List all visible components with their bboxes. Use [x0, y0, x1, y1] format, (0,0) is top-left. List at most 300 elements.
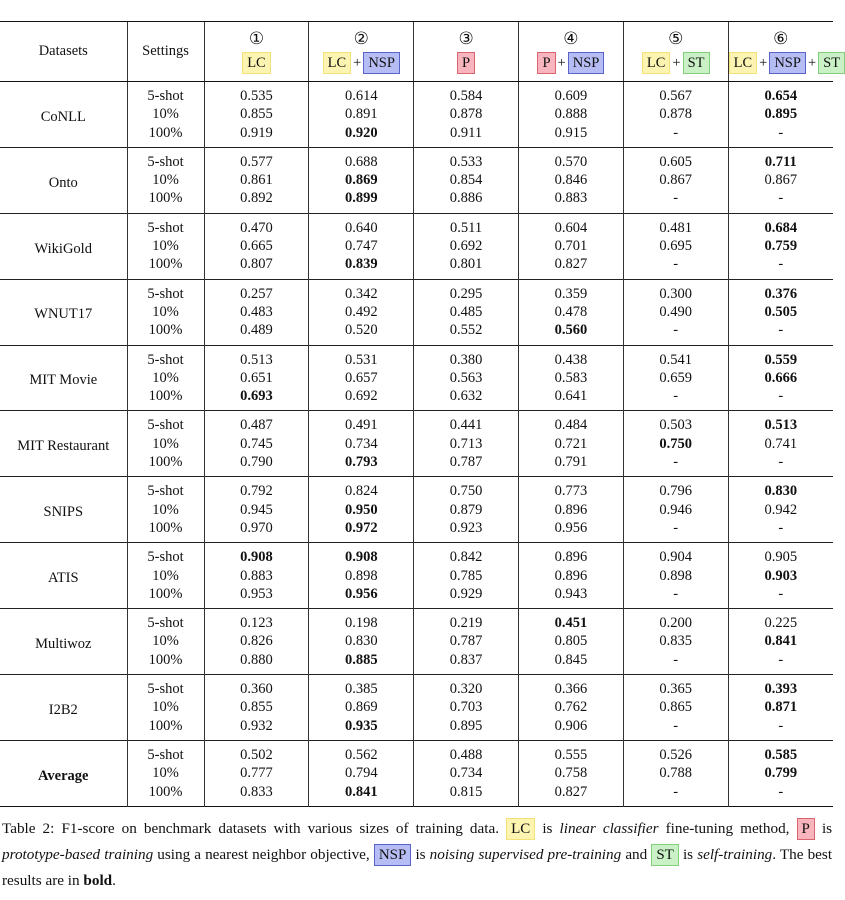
- plus-sign: +: [759, 54, 768, 71]
- best-score: 0.759: [764, 238, 798, 255]
- score-value: 0.567: [659, 88, 693, 104]
- score-cell: [414, 543, 519, 567]
- score-value: 0.295: [449, 285, 483, 302]
- score-cell: [728, 543, 833, 567]
- score-cell: [623, 237, 728, 255]
- best-score: 0.585: [764, 746, 798, 763]
- score-cell: [309, 501, 414, 519]
- score-cell: [204, 369, 309, 387]
- score-cell: [728, 124, 833, 148]
- score-value: 0.878: [659, 106, 693, 123]
- score-cell: [518, 632, 623, 650]
- plus-sign: +: [353, 54, 362, 71]
- dataset-group: [0, 740, 833, 806]
- setting-label: 100%: [127, 124, 204, 148]
- score-cell: [414, 783, 519, 807]
- score-value: 0.855: [240, 106, 273, 123]
- score-value: 0.570: [554, 153, 588, 170]
- best-score: 0.799: [764, 765, 798, 782]
- score-cell: [623, 369, 728, 387]
- dataset-group: [0, 609, 833, 675]
- score-cell: [204, 543, 309, 567]
- score-cell: [623, 675, 728, 699]
- method-number: ④: [563, 28, 579, 48]
- score-value: 0.880: [240, 651, 273, 668]
- setting-label: 5-shot: [127, 147, 204, 171]
- score-cell: [518, 345, 623, 369]
- score-cell: [309, 519, 414, 543]
- score-cell: [623, 321, 728, 345]
- score-cell: [204, 717, 309, 741]
- score-cell: [414, 740, 519, 764]
- score-cell: [414, 82, 519, 106]
- score-cell: [623, 519, 728, 543]
- score-value: 0.483: [240, 303, 273, 320]
- score-cell: [414, 698, 519, 716]
- score-cell: [309, 764, 414, 782]
- score-value: 0.886: [449, 190, 483, 207]
- score-cell: [518, 783, 623, 807]
- setting-label: 10%: [127, 567, 204, 585]
- score-value: 0.745: [240, 435, 273, 452]
- method-tag-nsp: NSP: [363, 52, 400, 74]
- score-value: 0.911: [450, 124, 483, 141]
- score-value: -: [673, 124, 679, 141]
- score-cell: [414, 675, 519, 699]
- score-cell: [414, 764, 519, 782]
- score-cell: [518, 411, 623, 435]
- dataset-name: ATIS: [47, 570, 79, 587]
- score-value: 0.605: [659, 153, 693, 170]
- score-cell: [204, 651, 309, 675]
- score-value: 0.792: [240, 483, 273, 500]
- score-value: 0.478: [554, 303, 588, 320]
- score-value: 0.790: [240, 454, 273, 471]
- score-cell: [623, 501, 728, 519]
- table-row: [0, 411, 833, 435]
- plus-sign: +: [672, 54, 681, 71]
- score-cell: [309, 435, 414, 453]
- best-score: 0.908: [240, 549, 273, 566]
- score-cell: [518, 764, 623, 782]
- caption-is: is: [821, 820, 833, 837]
- score-value: 0.665: [240, 238, 273, 255]
- setting-label: 10%: [127, 435, 204, 453]
- score-value: 0.741: [764, 435, 798, 452]
- method-tag-lc: LC: [642, 52, 671, 74]
- score-cell: [518, 82, 623, 106]
- plus-sign: +: [557, 54, 566, 71]
- score-value: 0.366: [554, 681, 588, 698]
- dataset-group: [0, 675, 833, 741]
- plus-sign: +: [807, 54, 817, 71]
- score-value: 0.932: [240, 717, 273, 734]
- score-value: 0.219: [449, 615, 483, 632]
- score-value: -: [778, 190, 784, 207]
- score-cell: [309, 543, 414, 567]
- score-value: 0.750: [449, 483, 483, 500]
- method-header-2: [309, 22, 414, 82]
- score-value: 0.563: [449, 369, 483, 386]
- best-score: 0.869: [344, 172, 378, 189]
- score-cell: [728, 189, 833, 213]
- method-header-1: [204, 22, 309, 82]
- score-value: 0.703: [449, 699, 483, 716]
- caption-is: is: [682, 846, 694, 863]
- score-value: 0.721: [554, 435, 588, 452]
- setting-label: 10%: [127, 632, 204, 650]
- score-value: 0.896: [554, 549, 588, 566]
- caption-nsp-definition: noising supervised pre-training: [429, 846, 622, 863]
- best-score: 0.559: [764, 351, 798, 368]
- score-cell: [414, 321, 519, 345]
- caption-text-4: . The best results are in: [2, 846, 833, 889]
- score-value: 0.520: [344, 322, 378, 339]
- score-cell: [518, 369, 623, 387]
- score-value: 0.929: [449, 585, 483, 602]
- score-value: 0.970: [240, 519, 273, 536]
- score-value: 0.577: [240, 153, 273, 170]
- setting-label: 100%: [127, 519, 204, 543]
- score-value: 0.896: [554, 501, 588, 518]
- score-cell: [204, 105, 309, 123]
- score-cell: [309, 567, 414, 585]
- setting-label: 10%: [127, 764, 204, 782]
- score-value: -: [778, 519, 784, 536]
- score-value: 0.651: [240, 369, 273, 386]
- score-value: 0.657: [344, 369, 378, 386]
- score-cell: [518, 237, 623, 255]
- score-value: 0.787: [449, 633, 483, 650]
- score-cell: [309, 387, 414, 411]
- table-row: [0, 740, 833, 764]
- setting-label: 10%: [127, 171, 204, 189]
- score-cell: [728, 387, 833, 411]
- best-score: 0.841: [344, 783, 378, 800]
- caption-lc-tag: LC: [506, 818, 535, 840]
- score-value: 0.826: [240, 633, 273, 650]
- score-value: 0.526: [659, 746, 693, 763]
- score-value: 0.713: [449, 435, 483, 452]
- score-value: -: [673, 651, 679, 668]
- score-cell: [414, 651, 519, 675]
- setting-label: 5-shot: [127, 82, 204, 106]
- score-cell: [309, 717, 414, 741]
- score-cell: [204, 279, 309, 303]
- score-cell: [414, 279, 519, 303]
- caption-label: Table 2:: [2, 820, 55, 837]
- score-cell: [204, 632, 309, 650]
- score-value: 0.915: [554, 124, 588, 141]
- best-score: 0.793: [344, 454, 378, 471]
- best-score: 0.376: [764, 285, 798, 302]
- score-value: 0.855: [240, 699, 273, 716]
- score-cell: [414, 345, 519, 369]
- setting-label: 5-shot: [127, 543, 204, 567]
- score-cell: [623, 105, 728, 123]
- score-cell: [414, 519, 519, 543]
- score-cell: [204, 213, 309, 237]
- score-cell: [414, 171, 519, 189]
- best-score: 0.684: [764, 219, 798, 236]
- score-value: 0.785: [449, 567, 483, 584]
- method-number: ③: [458, 28, 474, 48]
- score-cell: [204, 124, 309, 148]
- score-value: 0.846: [554, 172, 588, 189]
- score-value: 0.946: [659, 501, 693, 518]
- best-score: 0.895: [764, 106, 798, 123]
- score-cell: [623, 717, 728, 741]
- score-value: 0.919: [240, 124, 273, 141]
- setting-label: 10%: [127, 105, 204, 123]
- setting-label: 100%: [127, 651, 204, 675]
- dataset-group: [0, 147, 833, 213]
- score-value: 0.777: [240, 765, 273, 782]
- table-row: [0, 345, 833, 369]
- table-row: [0, 543, 833, 567]
- score-cell: [414, 303, 519, 321]
- best-score: 0.972: [344, 519, 378, 536]
- score-cell: [728, 279, 833, 303]
- score-cell: [309, 369, 414, 387]
- best-score: 0.505: [764, 303, 798, 320]
- score-value: -: [778, 256, 784, 273]
- caption-is: is: [415, 846, 426, 863]
- score-cell: [623, 609, 728, 633]
- score-cell: [414, 237, 519, 255]
- score-cell: [518, 105, 623, 123]
- caption-and: and: [625, 846, 648, 863]
- score-cell: [309, 698, 414, 716]
- setting-label: 5-shot: [127, 740, 204, 764]
- score-value: 0.815: [449, 783, 483, 800]
- score-cell: [518, 543, 623, 567]
- best-score: 0.956: [344, 585, 378, 602]
- score-value: 0.342: [344, 285, 378, 302]
- setting-label: 5-shot: [127, 609, 204, 633]
- score-value: -: [778, 651, 784, 668]
- score-value: 0.489: [240, 322, 273, 339]
- score-value: 0.943: [554, 585, 588, 602]
- best-score: 0.899: [344, 190, 378, 207]
- method-header-4: [518, 22, 623, 82]
- score-cell: [204, 387, 309, 411]
- table-row: [0, 82, 833, 106]
- score-cell: [414, 147, 519, 171]
- caption-is: is: [542, 820, 553, 837]
- score-cell: [414, 411, 519, 435]
- setting-label: 10%: [127, 237, 204, 255]
- score-value: 0.905: [764, 549, 798, 566]
- score-cell: [414, 632, 519, 650]
- score-value: 0.692: [449, 238, 483, 255]
- score-value: 0.632: [449, 388, 483, 405]
- method-tag-lc: LC: [242, 52, 271, 74]
- score-value: 0.879: [449, 501, 483, 518]
- method-tags: [323, 55, 400, 71]
- score-cell: [414, 585, 519, 609]
- dataset-name: CoNLL: [40, 108, 86, 125]
- dataset-group: [0, 345, 833, 411]
- best-score: 0.841: [764, 633, 798, 650]
- score-value: 0.898: [659, 567, 693, 584]
- best-score: 0.654: [764, 88, 798, 104]
- score-value: 0.898: [344, 567, 378, 584]
- score-value: 0.807: [240, 256, 273, 273]
- score-value: 0.758: [554, 765, 588, 782]
- score-cell: [518, 321, 623, 345]
- score-value: 0.470: [240, 219, 273, 236]
- score-value: 0.805: [554, 633, 588, 650]
- score-value: -: [673, 322, 679, 339]
- score-cell: [204, 567, 309, 585]
- table-row: [0, 675, 833, 699]
- table-row: [0, 477, 833, 501]
- score-cell: [518, 213, 623, 237]
- score-value: 0.888: [554, 106, 588, 123]
- score-value: 0.861: [240, 172, 273, 189]
- score-value: 0.833: [240, 783, 273, 800]
- score-cell: [728, 698, 833, 716]
- score-cell: [728, 567, 833, 585]
- score-cell: [623, 453, 728, 477]
- setting-label: 10%: [127, 369, 204, 387]
- score-cell: [728, 105, 833, 123]
- best-score: 0.711: [764, 153, 797, 170]
- score-cell: [204, 519, 309, 543]
- setting-label: 5-shot: [127, 213, 204, 237]
- score-value: 0.225: [764, 615, 798, 632]
- score-value: 0.502: [240, 746, 273, 763]
- score-value: 0.835: [659, 633, 693, 650]
- score-value: 0.584: [449, 88, 483, 104]
- method-tag-p: P: [457, 52, 475, 74]
- method-tag-nsp: NSP: [568, 52, 605, 74]
- dataset-name: Multiwoz: [35, 635, 92, 652]
- score-cell: [623, 477, 728, 501]
- score-cell: [309, 189, 414, 213]
- datasets-header: Datasets: [0, 22, 127, 82]
- score-cell: [518, 740, 623, 764]
- score-value: 0.481: [659, 219, 693, 236]
- score-value: 0.485: [449, 303, 483, 320]
- score-cell: [728, 171, 833, 189]
- score-value: 0.535: [240, 88, 273, 104]
- caption-p-definition: prototype-based training: [2, 846, 154, 863]
- score-value: 0.380: [449, 351, 483, 368]
- score-cell: [623, 764, 728, 782]
- score-cell: [204, 255, 309, 279]
- score-cell: [728, 651, 833, 675]
- method-tag-lc: LC: [323, 52, 352, 74]
- table-header: [0, 22, 841, 82]
- table-caption: [2, 816, 832, 894]
- score-value: 0.552: [449, 322, 483, 339]
- method-tags: [537, 55, 604, 71]
- score-value: -: [673, 783, 679, 800]
- score-cell: [623, 435, 728, 453]
- score-cell: [623, 345, 728, 369]
- method-tag-p: P: [537, 52, 555, 74]
- setting-label: 100%: [127, 189, 204, 213]
- caption-bold-word: bold: [83, 872, 113, 889]
- score-cell: [204, 345, 309, 369]
- score-cell: [414, 717, 519, 741]
- dataset-name: Average: [38, 767, 89, 784]
- score-cell: [623, 411, 728, 435]
- method-tags: [729, 55, 845, 71]
- dataset-group: [0, 279, 833, 345]
- score-value: 0.492: [344, 303, 378, 320]
- caption-end: .: [112, 872, 116, 889]
- best-score: 0.666: [764, 369, 798, 386]
- score-cell: [204, 82, 309, 106]
- score-value: 0.487: [240, 417, 273, 434]
- setting-label: 100%: [127, 717, 204, 741]
- score-value: 0.198: [344, 615, 378, 632]
- best-score: 0.950: [344, 501, 378, 518]
- score-value: -: [673, 585, 679, 602]
- score-value: 0.734: [449, 765, 483, 782]
- score-cell: [623, 740, 728, 764]
- setting-label: 100%: [127, 783, 204, 807]
- score-value: 0.438: [554, 351, 588, 368]
- score-cell: [728, 740, 833, 764]
- dataset-name: SNIPS: [43, 504, 84, 521]
- best-score: 0.393: [764, 681, 798, 698]
- dataset-name: MIT Restaurant: [17, 438, 110, 455]
- score-value: 0.365: [659, 681, 693, 698]
- method-number: ⑥: [773, 28, 789, 48]
- score-cell: [414, 477, 519, 501]
- score-cell: [204, 585, 309, 609]
- score-cell: [518, 435, 623, 453]
- score-value: 0.896: [554, 567, 588, 584]
- best-score: 0.885: [344, 651, 378, 668]
- score-value: 0.762: [554, 699, 588, 716]
- dataset-name: WikiGold: [34, 240, 92, 257]
- score-value: 0.837: [449, 651, 483, 668]
- caption-st-definition: self-training: [697, 846, 773, 863]
- best-score: 0.513: [764, 417, 798, 434]
- score-cell: [623, 567, 728, 585]
- score-value: 0.701: [554, 238, 588, 255]
- score-value: 0.692: [344, 388, 378, 405]
- score-cell: [518, 501, 623, 519]
- score-cell: [623, 279, 728, 303]
- score-value: 0.320: [449, 681, 483, 698]
- score-value: -: [673, 388, 679, 405]
- table-row: [0, 147, 833, 171]
- score-value: -: [673, 190, 679, 207]
- score-cell: [728, 237, 833, 255]
- method-tag-lc: LC: [729, 52, 758, 74]
- score-value: 0.484: [554, 417, 588, 434]
- dataset-name: I2B2: [48, 701, 78, 718]
- score-cell: [309, 303, 414, 321]
- score-value: 0.511: [450, 219, 483, 236]
- score-cell: [518, 675, 623, 699]
- score-cell: [518, 189, 623, 213]
- caption-text-1: F1-score on benchmark datasets with various sizes of training data.: [61, 820, 500, 837]
- score-value: 0.747: [344, 238, 378, 255]
- score-cell: [309, 171, 414, 189]
- dataset-group: [0, 477, 833, 543]
- score-cell: [309, 740, 414, 764]
- score-cell: [204, 237, 309, 255]
- dataset-name: MIT Movie: [29, 372, 98, 389]
- score-value: -: [778, 717, 784, 734]
